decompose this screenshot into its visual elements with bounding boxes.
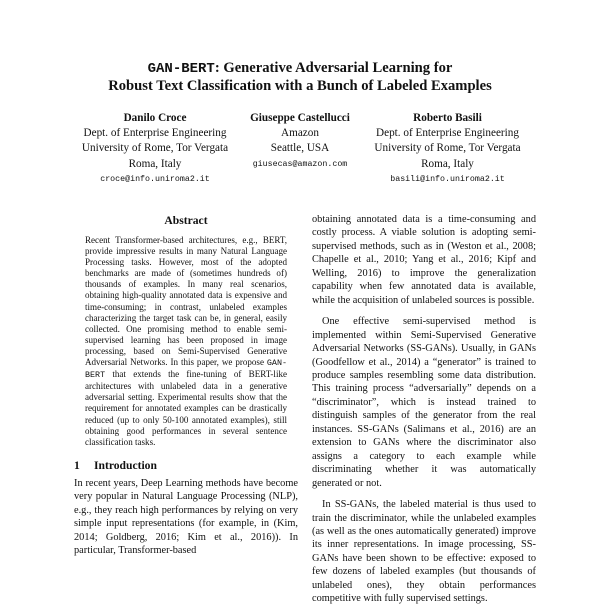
section-title: Introduction	[94, 458, 157, 472]
right-column	[312, 213, 536, 606]
author-name: Danilo Croce	[123, 112, 187, 124]
section-number: 1	[74, 458, 80, 472]
section-heading	[74, 458, 298, 473]
author-affiliation: Dept. of Enterprise Engineering	[376, 127, 519, 140]
author-block	[230, 111, 370, 173]
author-affiliation: Amazon	[281, 127, 319, 140]
author-affiliation: Dept. of Enterprise Engineering	[83, 127, 227, 140]
title-code: GAN-BERT	[147, 61, 215, 77]
author-name: Roberto Basili	[413, 112, 482, 124]
author-block	[60, 111, 250, 188]
body-paragraph: obtaining annotated data is a time-consuming and costly process. A viable solution is adopting semi-supervised methods, such as in (Weston et al., 2008; Chapelle et al., 2010; Yang et al., 2016; Kipf and Welling, 2016) to improve the generalization capability when few annotated data is available, while the acquisition of unlabeled sources is possible.	[312, 214, 536, 306]
author-affiliation: Roma, Italy	[128, 157, 182, 170]
author-email: basili@info.uniroma2.it	[390, 174, 505, 184]
body-paragraph: One effective semi-supervised method is implemented within Semi-Supervised Generative Adversarial Networks (SS-GANs). Usually, in GANs (Goodfellow et al., 2014) a “generator” is trained to produce samples resembling some data distribution. This training process “adversarially” depends on a “discriminator”, which is instead trained to distinguish samples of the generator from the real instances. SS-GANs (Salimans et al., 2016) are an extension to GANs where the discriminator also assigns a category to each example while discriminating whether it was automatically generated or not.	[312, 316, 536, 489]
left-column	[74, 213, 298, 558]
author-block	[365, 111, 530, 188]
abstract-heading: Abstract	[164, 214, 208, 227]
abstract-text-part: Recent Transformer-based architectures, e.g., BERT, provide impressive results in many Natural Language Processing tasks. However, most of the adopted benchmarks are made of (sometimes hundreds of) thousands of examples. In many real scenarios, obtaining high-quality annotated data is expensive and time-consuming; in contrast, unlabeled examples characterizing the target task can be, in general, easily collected. One promising method to enable semi-supervised learning has been proposed in image processing, based on Semi-Supervised Generative Adversarial Networks. In this paper, we propose	[85, 235, 287, 368]
author-affiliation: University of Rome, Tor Vergata	[374, 142, 521, 155]
intro-paragraph: In recent years, Deep Learning methods have become very popular in Natural Language Processing (NLP), e.g., they reach high performances by relying on very simple input representations (for example, in (Kim, 2014; Goldberg, 2016; Kim et al., 2016)). In particular, Transformer-based	[74, 477, 298, 557]
title-line1: : Generative Adversarial Learning for	[214, 60, 453, 76]
author-affiliation: Seattle, USA	[270, 142, 330, 155]
abstract-text	[85, 235, 287, 448]
abstract-text-part: that extends the fine-tuning of BERT-like architectures with unlabeled data in a generative adversarial setting. Experimental results show that the requirement for annotated examples can be drastically reduced (up to only 50-100 annotated examples), still obtaining good performances in several sentence classification tasks.	[85, 369, 287, 447]
author-name: Giuseppe Castellucci	[250, 112, 350, 124]
abstract-code: GAN-BERT	[85, 358, 287, 381]
body-paragraph: In SS-GANs, the labeled material is thus used to train the discriminator, while the unlabeled examples (as well as the ones automatically generated) improve its inner representations. In image processing, SS-GANs have been shown to be effective: exposed to few dozens of labeled examples (but thousands of unlabeled ones), they obtain performances competitive with fully supervised settings.	[312, 499, 536, 605]
author-affiliation: Roma, Italy	[421, 157, 474, 170]
paper-title	[40, 60, 560, 95]
title-line2: Robust Text Classification with a Bunch of Labeled Examples	[108, 78, 492, 94]
author-email: croce@info.uniroma2.it	[100, 174, 210, 184]
author-affiliation: University of Rome, Tor Vergata	[81, 142, 229, 155]
author-email: giusecas@amazon.com	[252, 159, 348, 169]
